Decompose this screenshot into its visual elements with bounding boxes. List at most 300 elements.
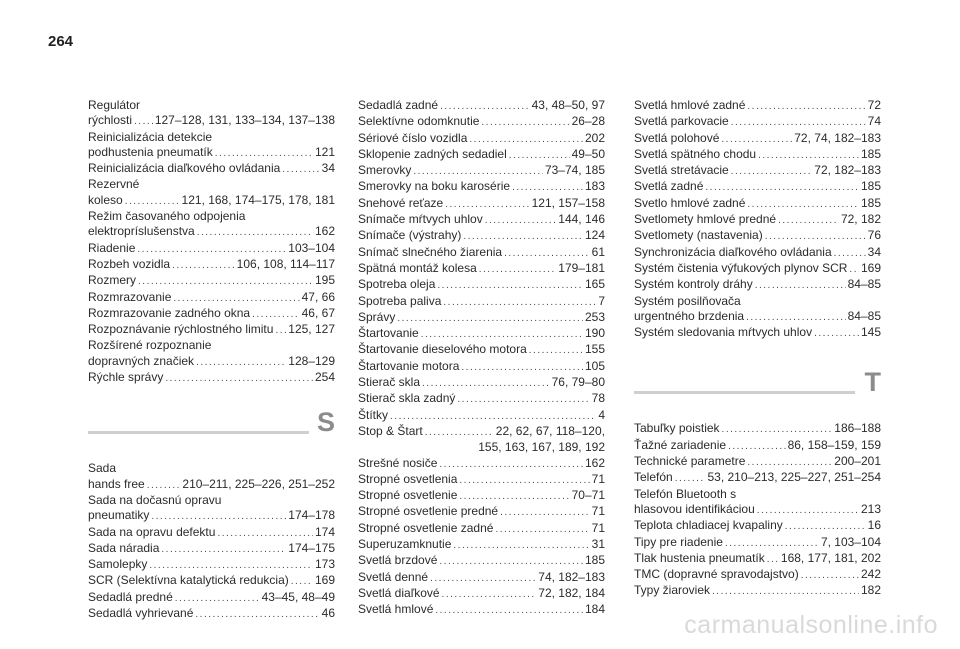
- entry-term: Rozbeh vozidla: [88, 256, 171, 271]
- index-entry[interactable]: [88, 370, 335, 386]
- entry-pages: 127–128, 131, 133–134, 137–138: [154, 113, 335, 128]
- index-entry[interactable]: [358, 131, 605, 147]
- entry-term: Sedadlá predné: [88, 589, 173, 604]
- index-entry[interactable]: [634, 309, 881, 325]
- entry-pages: 242: [860, 567, 881, 582]
- dot-leader: [430, 571, 536, 586]
- entry-pages: 186–188: [834, 421, 881, 436]
- index-entry[interactable]: [358, 472, 605, 488]
- entry-term: Spätná montáž kolesa: [358, 260, 477, 275]
- entry-pages: 195: [314, 273, 335, 288]
- index-entry[interactable]: [634, 179, 881, 195]
- entry-term: pneumatiky: [88, 508, 150, 523]
- dot-leader: [758, 148, 859, 163]
- index-column-2: [358, 98, 605, 619]
- index-entry[interactable]: [88, 541, 335, 557]
- index-entry[interactable]: [634, 551, 881, 567]
- dot-leader: [215, 146, 313, 161]
- entry-pages: 162: [314, 224, 335, 239]
- entry-term: Stierač skla zadný: [358, 391, 456, 406]
- dot-leader: [149, 558, 313, 573]
- dot-leader: [147, 478, 181, 493]
- entry-term: Spotreba oleja: [358, 277, 436, 292]
- index-entry[interactable]: [88, 257, 335, 273]
- index-entry[interactable]: [358, 212, 605, 228]
- dot-leader: [275, 323, 286, 338]
- entry-pages: 71: [591, 520, 605, 535]
- entry-pages: 73–74, 185: [544, 163, 605, 178]
- index-entry[interactable]: [88, 477, 335, 493]
- dot-leader: [161, 542, 286, 557]
- index-entry[interactable]: [88, 338, 335, 353]
- index-entry[interactable]: [358, 602, 605, 618]
- entry-term: Tabuľky poistiek: [634, 421, 720, 436]
- index-entry[interactable]: [88, 241, 335, 257]
- index-entry[interactable]: [88, 590, 335, 606]
- index-entry[interactable]: [634, 583, 881, 599]
- dot-leader: [439, 457, 583, 472]
- entry-pages: 47, 66: [301, 289, 335, 304]
- section-header-t: [634, 367, 881, 407]
- entry-pages: 31: [591, 537, 605, 552]
- entry-pages: 72, 182: [840, 212, 881, 227]
- dot-leader: [746, 310, 846, 325]
- index-entry[interactable]: [634, 518, 881, 534]
- index-entry[interactable]: [634, 567, 881, 583]
- entry-term: Svetlá stretávacie: [634, 163, 729, 178]
- entry-term: Štartovanie motora: [358, 358, 460, 373]
- index-entry[interactable]: [634, 212, 881, 228]
- index-entry[interactable]: [358, 196, 605, 212]
- index-entry[interactable]: [88, 224, 335, 240]
- dot-leader: [421, 327, 583, 342]
- entry-term: Smerovky na boku karosérie: [358, 179, 511, 194]
- entry-pages: 121, 157–158: [531, 195, 605, 210]
- index-entry[interactable]: [88, 306, 335, 322]
- entry-pages: 190: [584, 326, 605, 341]
- entry-term: Snímač slnečného žiarenia: [358, 244, 503, 259]
- index-entry[interactable]: [358, 424, 605, 440]
- entry-term: Reinicializácia diaľkového ovládania: [88, 161, 281, 176]
- page-number: 264: [48, 33, 74, 50]
- entry-pages: 72, 182, 184: [538, 585, 605, 600]
- dot-leader: [479, 262, 557, 277]
- entry-pages: 173: [314, 557, 335, 572]
- dot-leader: [801, 568, 859, 583]
- entry-term: Systém sledovania mŕtvych uhlov: [634, 325, 813, 340]
- index-entry[interactable]: [88, 557, 335, 573]
- entry-term: Riadenie: [88, 240, 136, 255]
- entry-term: Spotreba paliva: [358, 293, 442, 308]
- entry-pages: 168, 177, 181, 202: [780, 550, 881, 565]
- entry-term: Reinicializácia detekcie: [88, 129, 213, 144]
- entry-pages: 253: [584, 309, 605, 324]
- entry-term: Svetlomety hmlové predné: [634, 212, 777, 227]
- entry-pages: 145: [860, 325, 881, 340]
- dot-leader: [461, 360, 583, 375]
- entry-pages: 72, 74, 182–183: [794, 130, 881, 145]
- entry-term: Synchronizácia diaľkového ovládania: [634, 244, 832, 259]
- index-entry[interactable]: [88, 177, 335, 192]
- entry-term: Svetlo hmlové zadné: [634, 195, 746, 210]
- entry-pages: 202: [584, 130, 605, 145]
- entry-term: Sada: [88, 461, 117, 476]
- dot-leader: [197, 225, 313, 240]
- entry-term: Sedadlá zadné: [358, 98, 439, 112]
- dot-leader: [291, 574, 313, 589]
- entry-term: elektropríslušenstva: [88, 224, 195, 239]
- index-entry[interactable]: [88, 161, 335, 177]
- entry-pages: 84–85: [847, 308, 881, 323]
- entry-pages: 78: [591, 391, 605, 406]
- entry-pages: 174–178: [288, 508, 335, 523]
- dot-leader: [175, 591, 260, 606]
- entry-pages: 103–104: [288, 240, 335, 255]
- index-entry[interactable]: [634, 487, 881, 502]
- index-entry[interactable]: [88, 508, 335, 524]
- index-entry[interactable]: [358, 342, 605, 358]
- section-header-s: [88, 407, 335, 447]
- entry-term: Smerovky: [358, 163, 412, 178]
- entry-term: Systém čistenia výfukových plynov SCR: [634, 260, 848, 275]
- entry-term: Správy: [358, 309, 396, 324]
- index-entry[interactable]: [88, 145, 335, 161]
- entry-term: Stop & Štart: [358, 423, 423, 438]
- index-entry[interactable]: [634, 147, 881, 163]
- dot-leader: [195, 607, 319, 622]
- dot-leader: [675, 471, 706, 486]
- entry-term: Svetlá parkovacie: [634, 114, 729, 129]
- dot-leader: [728, 439, 786, 454]
- index-entry[interactable]: [358, 488, 605, 504]
- entry-pages: 121, 168, 174–175, 178, 181: [181, 192, 335, 207]
- dot-leader: [767, 552, 779, 567]
- entry-term: Sériové číslo vozidla: [358, 130, 468, 145]
- entry-term: Stierač skla: [358, 375, 421, 390]
- dot-leader: [757, 503, 859, 518]
- entry-pages: 72, 182–183: [814, 163, 881, 178]
- entry-pages: 70–71: [571, 488, 605, 503]
- entry-pages: 34: [867, 244, 881, 259]
- index-entry[interactable]: [88, 130, 335, 145]
- entry-pages: 72: [867, 98, 881, 112]
- dot-leader: [755, 278, 846, 293]
- index-entry[interactable]: [88, 493, 335, 508]
- entry-term: Svetlá brzdové: [358, 553, 438, 568]
- index-entry[interactable]: [358, 359, 605, 375]
- entry-term: Tipy pre riadenie: [634, 534, 723, 549]
- dot-leader: [457, 392, 589, 407]
- entry-term: Tlak hustenia pneumatík: [634, 550, 765, 565]
- dot-leader: [509, 148, 570, 163]
- index-entry[interactable]: [358, 294, 605, 310]
- index-entry[interactable]: [358, 391, 605, 407]
- entry-pages: 46, 67: [301, 305, 335, 320]
- entry-term: Svetlá hmlové zadné: [634, 98, 746, 112]
- dot-leader: [747, 455, 832, 470]
- index-entry[interactable]: [634, 277, 881, 293]
- index-entry[interactable]: [358, 179, 605, 195]
- entry-pages: 124: [584, 228, 605, 243]
- entry-pages: 105: [584, 358, 605, 373]
- entry-term: Sada na opravu defektu: [88, 524, 216, 539]
- entry-term: Rozpoznávanie rýchlostného limitu: [88, 322, 274, 337]
- index-entry[interactable]: [358, 326, 605, 342]
- entry-term: Rozmery: [88, 273, 137, 288]
- index-entry[interactable]: [88, 98, 335, 113]
- dot-leader: [705, 180, 859, 195]
- entry-pages: 43–45, 48–49: [261, 589, 335, 604]
- entry-pages: 34: [321, 161, 335, 176]
- dot-leader: [125, 194, 180, 209]
- index-entry[interactable]: [88, 113, 335, 129]
- entry-pages: 210–211, 225–226, 251–252: [182, 476, 335, 491]
- entry-pages: 185: [584, 553, 605, 568]
- index-entry[interactable]: [88, 193, 335, 209]
- index-entry[interactable]: [634, 196, 881, 212]
- index-entry[interactable]: [88, 273, 335, 289]
- index-entry[interactable]: [634, 245, 881, 261]
- entry-term: Sada náradia: [88, 540, 160, 555]
- entry-term: Rozmrazovanie zadného okna: [88, 305, 251, 320]
- dot-leader: [747, 197, 859, 212]
- dot-leader: [512, 180, 583, 195]
- entry-pages: 74, 182–183: [538, 569, 605, 584]
- index-entry[interactable]: [358, 553, 605, 569]
- index-entry[interactable]: [88, 573, 335, 589]
- entry-term: Stropné osvetlenie: [358, 488, 458, 503]
- entry-pages: 169: [860, 260, 881, 275]
- entry-term: Rezervné: [88, 177, 140, 192]
- entry-pages: 179–181: [558, 260, 605, 275]
- dot-leader: [397, 311, 583, 326]
- index-entry[interactable]: [88, 290, 335, 306]
- dot-leader: [469, 132, 583, 147]
- dot-leader: [785, 519, 866, 534]
- index-entry[interactable]: [634, 131, 881, 147]
- dot-leader: [442, 587, 537, 602]
- dot-leader: [453, 538, 589, 553]
- dot-leader: [495, 522, 589, 537]
- dot-leader: [173, 291, 299, 306]
- index-entry[interactable]: [358, 310, 605, 326]
- dot-leader: [437, 278, 583, 293]
- index-entry[interactable]: [358, 163, 605, 179]
- index-entry[interactable]: [358, 504, 605, 520]
- entry-term: Ťažné zariadenie: [634, 437, 727, 452]
- entry-pages: 125, 127: [288, 322, 335, 337]
- entry-term: dopravných značiek: [88, 353, 195, 368]
- entry-term: Rozšírené rozpoznanie: [88, 338, 212, 353]
- entry-pages: 162: [584, 455, 605, 470]
- index-entry[interactable]: [634, 421, 881, 437]
- entry-term: Sklopenie zadných sedadiel: [358, 146, 507, 161]
- dot-leader: [721, 132, 792, 147]
- index-entry[interactable]: [634, 163, 881, 179]
- entry-term: Svetlá zadné: [634, 179, 704, 194]
- entry-term: Svetlá hmlové: [358, 602, 434, 617]
- dot-leader: [504, 246, 590, 261]
- entry-term: Režim časovaného odpojenia: [88, 209, 246, 224]
- dot-leader: [849, 262, 859, 277]
- entry-term: Rozmrazovanie: [88, 289, 172, 304]
- entry-term: Svetlá diaľkové: [358, 585, 440, 600]
- index-entry[interactable]: [88, 322, 335, 338]
- dot-leader: [439, 554, 583, 569]
- index-entry[interactable]: [358, 570, 605, 586]
- entry-pages: 184: [584, 602, 605, 617]
- dot-leader: [725, 536, 819, 551]
- index-entry[interactable]: [88, 461, 335, 476]
- entry-term: Svetlá spätného chodu: [634, 146, 757, 161]
- index-entry[interactable]: [634, 294, 881, 309]
- index-entry[interactable]: [634, 228, 881, 244]
- entry-pages: 144, 146: [558, 212, 605, 227]
- index-column-1: [88, 98, 335, 622]
- index-entry[interactable]: [88, 606, 335, 622]
- dot-leader: [481, 115, 569, 130]
- dot-leader: [440, 99, 530, 114]
- index-entry[interactable]: [634, 98, 881, 114]
- index-entry[interactable]: [634, 438, 881, 454]
- index-entry[interactable]: [88, 525, 335, 541]
- entry-pages: 76, 79–80: [551, 375, 605, 390]
- entry-term: TMC (dopravné spravodajstvo): [634, 567, 799, 582]
- entry-term: Superuzamknutie: [358, 537, 452, 552]
- entry-term: Svetlomety (nastavenia): [634, 228, 763, 243]
- entry-term: Samolepky: [88, 557, 148, 572]
- index-entry[interactable]: [358, 537, 605, 553]
- dot-leader: [425, 425, 494, 440]
- dot-leader: [765, 229, 866, 244]
- index-entry[interactable]: [634, 502, 881, 518]
- index-entry[interactable]: [88, 209, 335, 224]
- entry-term: urgentného brzdenia: [634, 308, 745, 323]
- entry-pages: 174: [314, 524, 335, 539]
- entry-term: Snímače mŕtvych uhlov: [358, 212, 483, 227]
- entry-term: Technické parametre: [634, 454, 746, 469]
- entry-term: Svetlá polohové: [634, 130, 720, 145]
- index-entry[interactable]: [358, 375, 605, 391]
- entry-pages: 165: [584, 277, 605, 292]
- entry-pages: 185: [860, 179, 881, 194]
- entry-pages: 155: [584, 342, 605, 357]
- index-entry[interactable]: [358, 98, 605, 114]
- index-entry[interactable]: [634, 114, 881, 130]
- dot-leader: [722, 422, 833, 437]
- entry-term: Stropné osvetlenie zadné: [358, 520, 494, 535]
- entry-pages: 43, 48–50, 97: [531, 98, 605, 112]
- entry-term: Snehové reťaze: [358, 195, 444, 210]
- index-entry[interactable]: [358, 456, 605, 472]
- index-entry[interactable]: [358, 586, 605, 602]
- entry-pages: 185: [860, 146, 881, 161]
- index-entry[interactable]: [634, 535, 881, 551]
- entry-pages: 84–85: [847, 277, 881, 292]
- entry-pages: 174–175: [288, 540, 335, 555]
- entry-pages: 49–50: [571, 146, 605, 161]
- dot-leader: [196, 355, 286, 370]
- entry-term: Typy žiaroviek: [634, 583, 711, 598]
- index-entry[interactable]: [634, 261, 881, 277]
- dot-leader: [137, 242, 286, 257]
- entry-term: hands free: [88, 476, 145, 491]
- entry-pages: 74: [867, 114, 881, 129]
- entry-pages: 4: [598, 407, 605, 422]
- dot-leader: [217, 526, 313, 541]
- entry-term: SCR (Selektívna katalytická redukcia): [88, 573, 289, 588]
- entry-pages: 128–129: [288, 353, 335, 368]
- entry-pages: 7, 103–104: [820, 534, 881, 549]
- index-entry[interactable]: [358, 228, 605, 244]
- index-entry[interactable]: [634, 325, 881, 341]
- dot-leader: [747, 99, 865, 114]
- section-letter: T: [864, 367, 881, 398]
- dot-leader: [459, 473, 589, 488]
- index-entry[interactable]: [634, 454, 881, 470]
- entry-pages: 155, 163, 167, 189, 192: [478, 440, 605, 455]
- entry-pages: 183: [584, 179, 605, 194]
- watermark-text: carmanualsonline.info: [684, 611, 938, 639]
- index-entry[interactable]: [358, 440, 605, 455]
- index-entry[interactable]: [634, 470, 881, 486]
- section-divider: [88, 431, 309, 434]
- dot-leader: [165, 371, 313, 386]
- entry-pages: 106, 108, 114–117: [236, 256, 335, 271]
- entry-term: Štartovanie dieselového motora: [358, 342, 527, 357]
- entry-pages: 46: [321, 606, 335, 621]
- index-entry[interactable]: [88, 354, 335, 370]
- entry-term: Sedadlá vyhrievané: [88, 606, 194, 621]
- entry-pages: 7: [598, 293, 605, 308]
- entry-pages: 182: [860, 583, 881, 598]
- entry-term: Regulátor: [88, 98, 141, 112]
- dot-leader: [445, 197, 529, 212]
- entry-term: Selektívne odomknutie: [358, 114, 480, 129]
- entry-term: Štartovanie: [358, 326, 419, 341]
- entry-term: Teplota chladiacej kvapaliny: [634, 518, 783, 533]
- index-entry[interactable]: [358, 114, 605, 130]
- entry-term: rýchlosti: [88, 113, 133, 128]
- dot-leader: [500, 505, 590, 520]
- dot-leader: [435, 603, 583, 618]
- dot-leader: [151, 509, 286, 524]
- entry-term: Snímače (výstrahy): [358, 228, 462, 243]
- entry-term: Telefón Bluetooth s: [634, 486, 737, 501]
- dot-leader: [390, 409, 596, 424]
- entry-pages: 53, 210–213, 225–227, 251–254: [707, 470, 881, 485]
- dot-leader: [485, 213, 557, 228]
- entry-term: Systém kontroly dráhy: [634, 277, 753, 292]
- entry-term: Sada na dočasnú opravu: [88, 492, 222, 507]
- entry-term: Stropné osvetlenia: [358, 471, 458, 486]
- index-entry[interactable]: [358, 147, 605, 163]
- index-entry[interactable]: [358, 521, 605, 537]
- index-entry[interactable]: [358, 245, 605, 261]
- dot-leader: [731, 115, 866, 130]
- index-entry[interactable]: [358, 408, 605, 424]
- dot-leader: [731, 164, 813, 179]
- entry-term: Svetlá denné: [358, 569, 429, 584]
- dot-leader: [712, 584, 859, 599]
- dot-leader: [778, 213, 839, 228]
- index-entry[interactable]: [358, 277, 605, 293]
- entry-term: Štítky: [358, 407, 389, 422]
- index-entry[interactable]: [358, 261, 605, 277]
- dot-leader: [172, 258, 235, 273]
- dot-leader: [282, 162, 319, 177]
- entry-pages: 71: [591, 471, 605, 486]
